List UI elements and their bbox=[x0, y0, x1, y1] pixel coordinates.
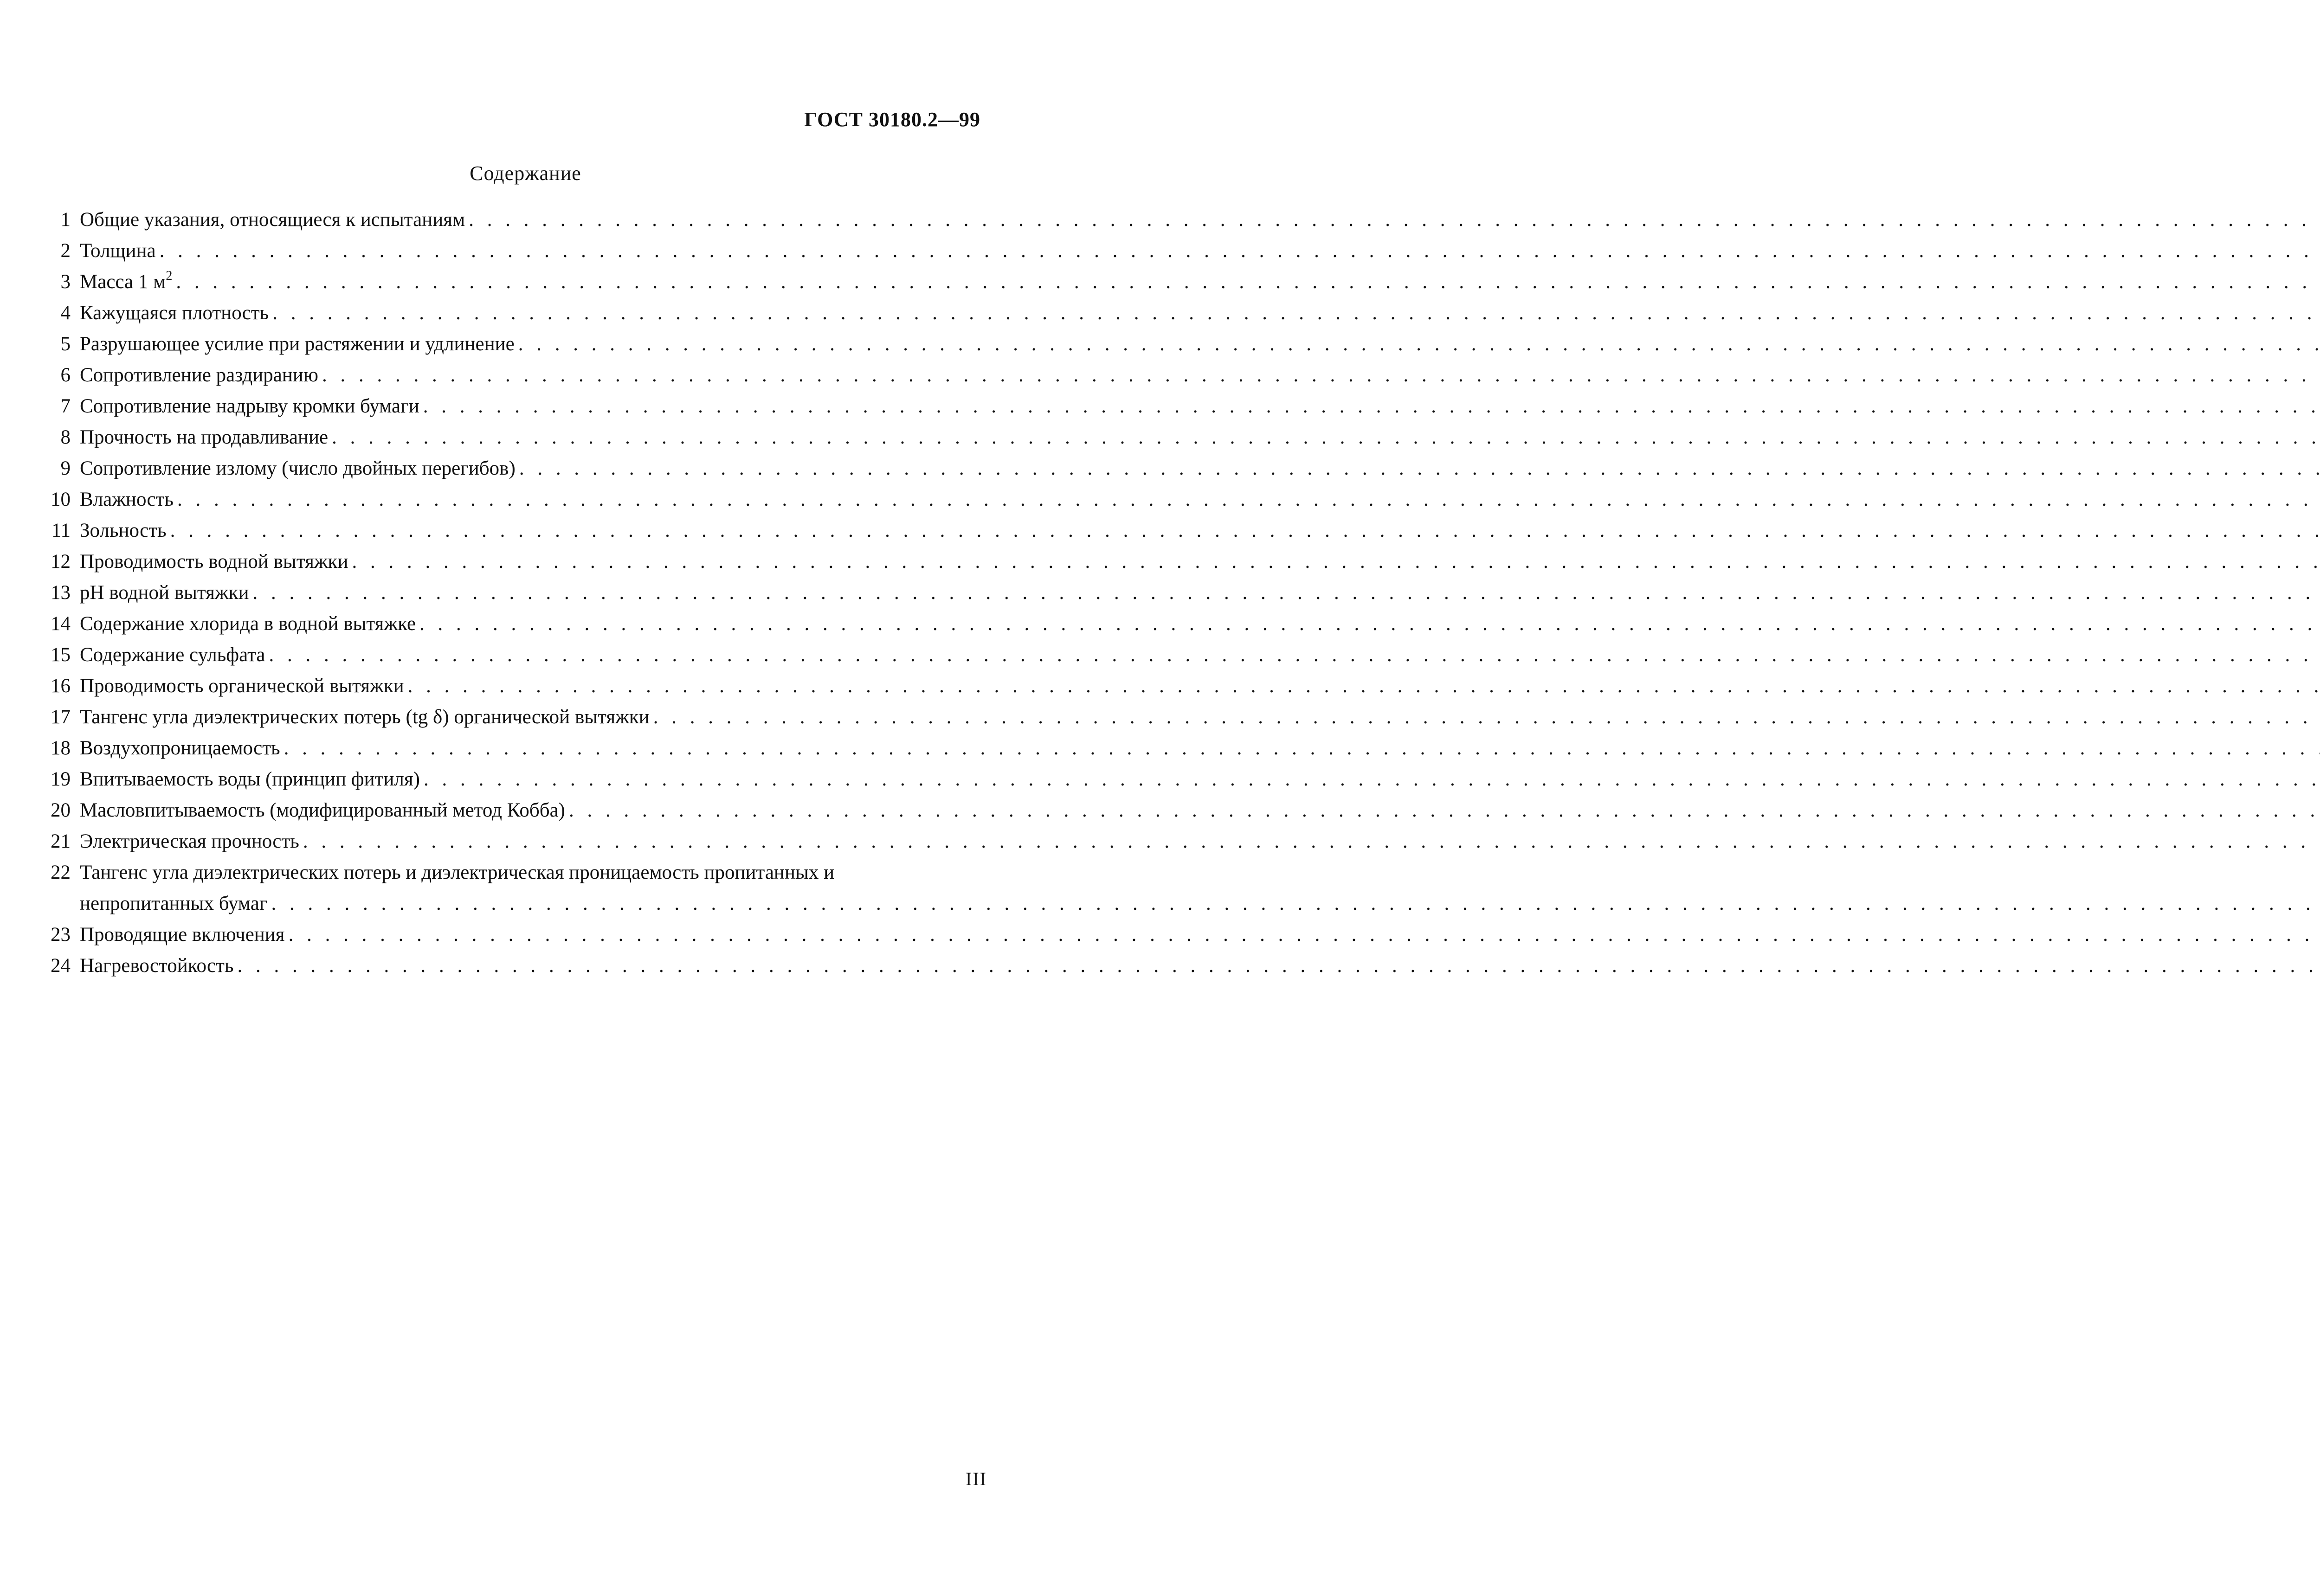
dot-leader bbox=[419, 608, 2320, 639]
toc-text: Тангенс угла диэлектрических потерь (tg δ) органической вытяжки bbox=[80, 706, 650, 728]
toc-text: Разрушающее усилие при растяжении и удлинение bbox=[80, 333, 515, 355]
toc-entry-15[interactable] bbox=[42, 639, 988, 670]
toc-text: Прочность на продавливание bbox=[80, 426, 329, 448]
toc-number: 20 bbox=[51, 799, 71, 821]
toc-entry-16[interactable] bbox=[42, 670, 988, 701]
toc-text: Масса 1 м bbox=[80, 271, 166, 293]
toc-number: 2 bbox=[60, 240, 71, 262]
toc-number: 10 bbox=[51, 489, 71, 510]
toc-entry-5[interactable] bbox=[42, 328, 988, 360]
toc-text: Впитываемость воды (принцип фитиля) bbox=[80, 768, 420, 790]
toc-text: Сопротивление надрыву кромки бумаги bbox=[80, 395, 419, 417]
toc-number: 24 bbox=[51, 955, 71, 977]
toc-entry-6[interactable] bbox=[42, 360, 988, 391]
toc-text: Влажность bbox=[80, 489, 174, 510]
toc-entry-13[interactable] bbox=[42, 577, 988, 608]
table-of-contents bbox=[42, 204, 988, 981]
toc-text: Тангенс угла диэлектрических потерь и диэлектрическая проницаемость пропитанных и bbox=[80, 862, 835, 883]
toc-number: 6 bbox=[60, 364, 71, 386]
document-code: ГОСТ 30180.2—99 bbox=[804, 108, 980, 131]
toc-entry-12[interactable] bbox=[42, 546, 988, 577]
toc-text: Содержание сульфата bbox=[80, 644, 265, 666]
dot-leader bbox=[170, 515, 2320, 546]
toc-text: Сопротивление раздиранию bbox=[80, 364, 318, 386]
toc-text: Общие указания, относящиеся к испытаниям bbox=[80, 209, 465, 231]
dot-leader bbox=[272, 297, 2320, 328]
toc-number: 1 bbox=[60, 209, 71, 231]
superscript: 2 bbox=[166, 269, 173, 283]
dot-leader bbox=[322, 360, 2320, 391]
toc-number: 11 bbox=[51, 520, 71, 541]
dot-leader bbox=[289, 919, 2320, 950]
dot-leader bbox=[284, 733, 2320, 764]
toc-number: 14 bbox=[51, 613, 71, 635]
toc-number: 9 bbox=[60, 457, 71, 479]
toc-entry-9[interactable] bbox=[42, 453, 988, 484]
dot-leader bbox=[269, 639, 2320, 670]
toc-number: 19 bbox=[51, 768, 71, 790]
toc-text: Масловпитываемость (модифицированный метод Кобба) bbox=[80, 799, 565, 821]
toc-number: 7 bbox=[60, 395, 71, 417]
toc-text: Проводимость органической вытяжки bbox=[80, 675, 404, 697]
toc-number: 21 bbox=[51, 830, 71, 852]
toc-text: Сопротивление излому (число двойных перегибов) bbox=[80, 457, 516, 479]
toc-entry-4[interactable] bbox=[42, 297, 988, 328]
toc-text: Зольность bbox=[80, 520, 167, 541]
toc-text: Воздухопроницаемость bbox=[80, 737, 280, 759]
dot-leader bbox=[303, 826, 2320, 857]
toc-text: Содержание хлорида в водной вытяжке bbox=[80, 613, 416, 635]
toc-entry-1[interactable] bbox=[42, 204, 988, 235]
dot-leader bbox=[408, 670, 2320, 701]
dot-leader bbox=[423, 391, 2320, 422]
toc-entry-21[interactable] bbox=[42, 826, 988, 857]
dot-leader bbox=[177, 484, 2320, 515]
toc-entry-8[interactable] bbox=[42, 422, 988, 453]
dot-leader bbox=[271, 888, 2320, 919]
dot-leader bbox=[238, 950, 2320, 981]
dot-leader bbox=[424, 764, 2320, 795]
toc-line-first bbox=[42, 857, 988, 888]
dot-leader bbox=[469, 204, 2320, 235]
toc-number: 3 bbox=[60, 271, 71, 293]
page-number: III bbox=[966, 1468, 987, 1489]
toc-entry-18[interactable] bbox=[42, 733, 988, 764]
toc-text-continued: непропитанных бумаг bbox=[80, 893, 268, 914]
toc-text: Проводимость водной вытяжки bbox=[80, 551, 348, 573]
toc-number: 23 bbox=[51, 924, 71, 946]
toc-number: 4 bbox=[60, 302, 71, 324]
toc-entry-23[interactable] bbox=[42, 919, 988, 950]
toc-entry-19[interactable] bbox=[42, 764, 988, 795]
dot-leader bbox=[352, 546, 2320, 577]
toc-entry-24[interactable] bbox=[42, 950, 988, 981]
toc-text: Электрическая прочность bbox=[80, 830, 299, 852]
toc-number: 12 bbox=[51, 551, 71, 573]
toc-entry-14[interactable] bbox=[42, 608, 988, 639]
toc-number: 18 bbox=[51, 737, 71, 759]
toc-entry-3[interactable] bbox=[42, 266, 988, 297]
toc-entry-10[interactable] bbox=[42, 484, 988, 515]
toc-number: 16 bbox=[51, 675, 71, 697]
toc-text: Нагревостойкость bbox=[80, 955, 234, 977]
toc-entry-20[interactable] bbox=[42, 795, 988, 826]
toc-number: 15 bbox=[51, 644, 71, 666]
dot-leader bbox=[160, 235, 2320, 266]
dot-leader bbox=[176, 266, 2320, 297]
dot-leader bbox=[518, 328, 2320, 360]
toc-entry-22[interactable] bbox=[42, 857, 988, 919]
toc-title: Содержание bbox=[470, 162, 581, 185]
dot-leader bbox=[569, 795, 2320, 826]
toc-text: Проводящие включения bbox=[80, 924, 285, 946]
toc-number: 22 bbox=[51, 862, 71, 883]
toc-text-with-superscript bbox=[80, 266, 172, 297]
dot-leader bbox=[253, 577, 2320, 608]
toc-entry-7[interactable] bbox=[42, 391, 988, 422]
toc-text: Толщина bbox=[80, 240, 156, 262]
toc-number: 17 bbox=[51, 706, 71, 728]
toc-number: 13 bbox=[51, 582, 71, 604]
toc-text: Кажущаяся плотность bbox=[80, 302, 269, 324]
dot-leader bbox=[519, 453, 2320, 484]
toc-entry-2[interactable] bbox=[42, 235, 988, 266]
toc-text: pH водной вытяжки bbox=[80, 582, 249, 604]
dot-leader bbox=[653, 701, 2320, 733]
toc-line-second bbox=[42, 888, 988, 919]
toc-number: 5 bbox=[60, 333, 71, 355]
toc-number: 8 bbox=[60, 426, 71, 448]
dot-leader bbox=[332, 422, 2320, 453]
toc-entry-17[interactable] bbox=[42, 701, 988, 733]
toc-entry-11[interactable] bbox=[42, 515, 988, 546]
